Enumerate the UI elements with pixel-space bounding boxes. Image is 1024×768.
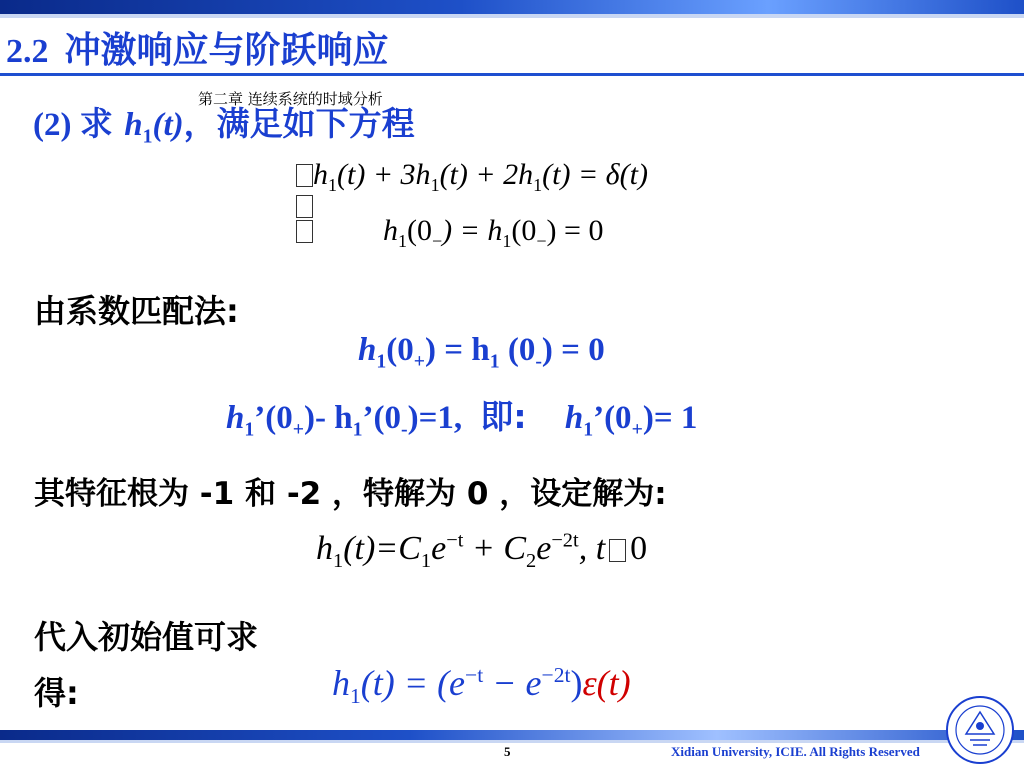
step-arg: (t)	[152, 107, 184, 143]
eq-sub: +	[631, 418, 643, 441]
eq-term: h	[332, 663, 350, 703]
eq-term: (t) = δ(t)	[542, 158, 648, 191]
top-decorative-bar	[0, 0, 1024, 14]
equation-system-line-2	[296, 214, 604, 251]
eq-term: (t)=C	[343, 530, 421, 567]
eq-term: ) = h	[442, 214, 503, 247]
title-underline	[0, 73, 1024, 76]
step-function-term: ε(t)	[582, 663, 631, 703]
eq-sub: 1	[583, 418, 594, 441]
eq-term: (t) + 3h	[337, 158, 431, 191]
eq-sub: 1	[398, 231, 407, 251]
final-solution	[332, 662, 631, 709]
eq-term: 0	[630, 530, 648, 567]
section-number: 2.2	[6, 33, 49, 70]
eq-term: ’(0	[362, 400, 401, 436]
eq-sub: 1	[244, 418, 255, 441]
eq-sub: 1	[350, 684, 361, 709]
method-label: 由系数匹配法:	[34, 292, 239, 330]
eq-sub: 1	[533, 175, 543, 195]
eq-term: + C	[463, 530, 527, 567]
brace-glyph-top	[296, 164, 313, 187]
eq-term: )- h	[304, 400, 353, 436]
eq-sub: -	[535, 350, 542, 373]
step-prefix: (2) 求	[33, 107, 113, 143]
eq-term: (t) = (e	[360, 663, 466, 703]
eq-term: − e	[483, 663, 542, 703]
step-2-heading	[33, 98, 415, 148]
equation-system-line-1	[296, 158, 648, 195]
eq-term: (0	[511, 214, 537, 247]
general-solution	[316, 529, 648, 572]
relation-glyph-box	[609, 539, 626, 562]
eq-term: )= 1	[642, 400, 698, 436]
eq-sub: +	[292, 418, 305, 441]
eq-term: (t) + 2h	[439, 158, 534, 191]
eq-term: (0	[499, 332, 536, 368]
eq-term: h	[226, 400, 245, 436]
eq-sub: 1	[430, 175, 440, 195]
eq-sub: 1	[502, 231, 512, 251]
eq-sub: +	[413, 350, 426, 373]
eq-sub: −	[432, 231, 443, 251]
eq-term: ) = 0	[546, 214, 604, 247]
eq-sub: 1	[489, 350, 500, 373]
characteristic-text: 其特征根为 -1 和 -2 ，特解为 0 ，设定解为:	[34, 476, 667, 512]
brace-glyph-bottom	[296, 220, 313, 243]
slide-title	[6, 22, 389, 73]
eq-term: (0	[407, 214, 432, 247]
bottom-decorative-stripe	[0, 740, 1024, 743]
eq-term: e	[431, 530, 447, 567]
eq-term: e	[536, 530, 552, 567]
step-func: h	[124, 107, 143, 143]
eq-sub: 1	[352, 418, 363, 441]
page-number: 5	[504, 744, 511, 759]
eq-term: ’(0	[254, 400, 293, 436]
eq-sub: -	[400, 418, 408, 441]
eq-sup: −2t	[551, 529, 579, 552]
eq-sub: 1	[420, 549, 432, 572]
footer-copyright: Xidian University, ICIE. All Rights Reserved	[671, 744, 920, 759]
step-suffix: ，满足如下方程	[183, 104, 415, 143]
eq-term: h	[383, 214, 398, 247]
matching-equation-1	[358, 332, 605, 373]
eq-term: (0	[386, 332, 414, 368]
eq-sub: 1	[328, 175, 337, 195]
substitute-text-line-2: 得:	[34, 674, 79, 712]
eq-term: ) = h	[425, 332, 490, 368]
university-seal-icon	[944, 694, 1016, 766]
chapter-label: 第二章 连续系统的时域分析	[198, 90, 383, 108]
eq-sup: −2t	[541, 663, 571, 687]
eq-sub: 1	[333, 549, 344, 572]
eq-sup: −t	[465, 663, 484, 687]
eq-term: )	[570, 663, 583, 703]
eq-sub: 2	[526, 549, 537, 572]
eq-term: ) = 0	[541, 332, 605, 368]
bottom-decorative-bar	[0, 730, 1024, 740]
step-func-sub: 1	[142, 125, 153, 148]
eq-sub: −	[536, 231, 547, 251]
eq-term: )=1,	[407, 400, 463, 436]
eq-sup: −t	[446, 529, 464, 552]
matching-equation-2	[226, 391, 698, 441]
eq-term: , t	[578, 530, 606, 567]
eq-term: h	[358, 332, 377, 368]
connector-text: 即:	[480, 397, 527, 436]
eq-sub: 1	[376, 350, 387, 373]
section-title: 冲激响应与阶跃响应	[64, 30, 389, 71]
eq-term: h	[316, 530, 333, 567]
eq-term: ’(0	[593, 400, 632, 436]
top-decorative-stripe	[0, 14, 1024, 18]
eq-term: h	[564, 400, 584, 436]
substitute-text-line-1: 代入初始值可求	[34, 618, 259, 656]
eq-term: h	[313, 158, 328, 191]
